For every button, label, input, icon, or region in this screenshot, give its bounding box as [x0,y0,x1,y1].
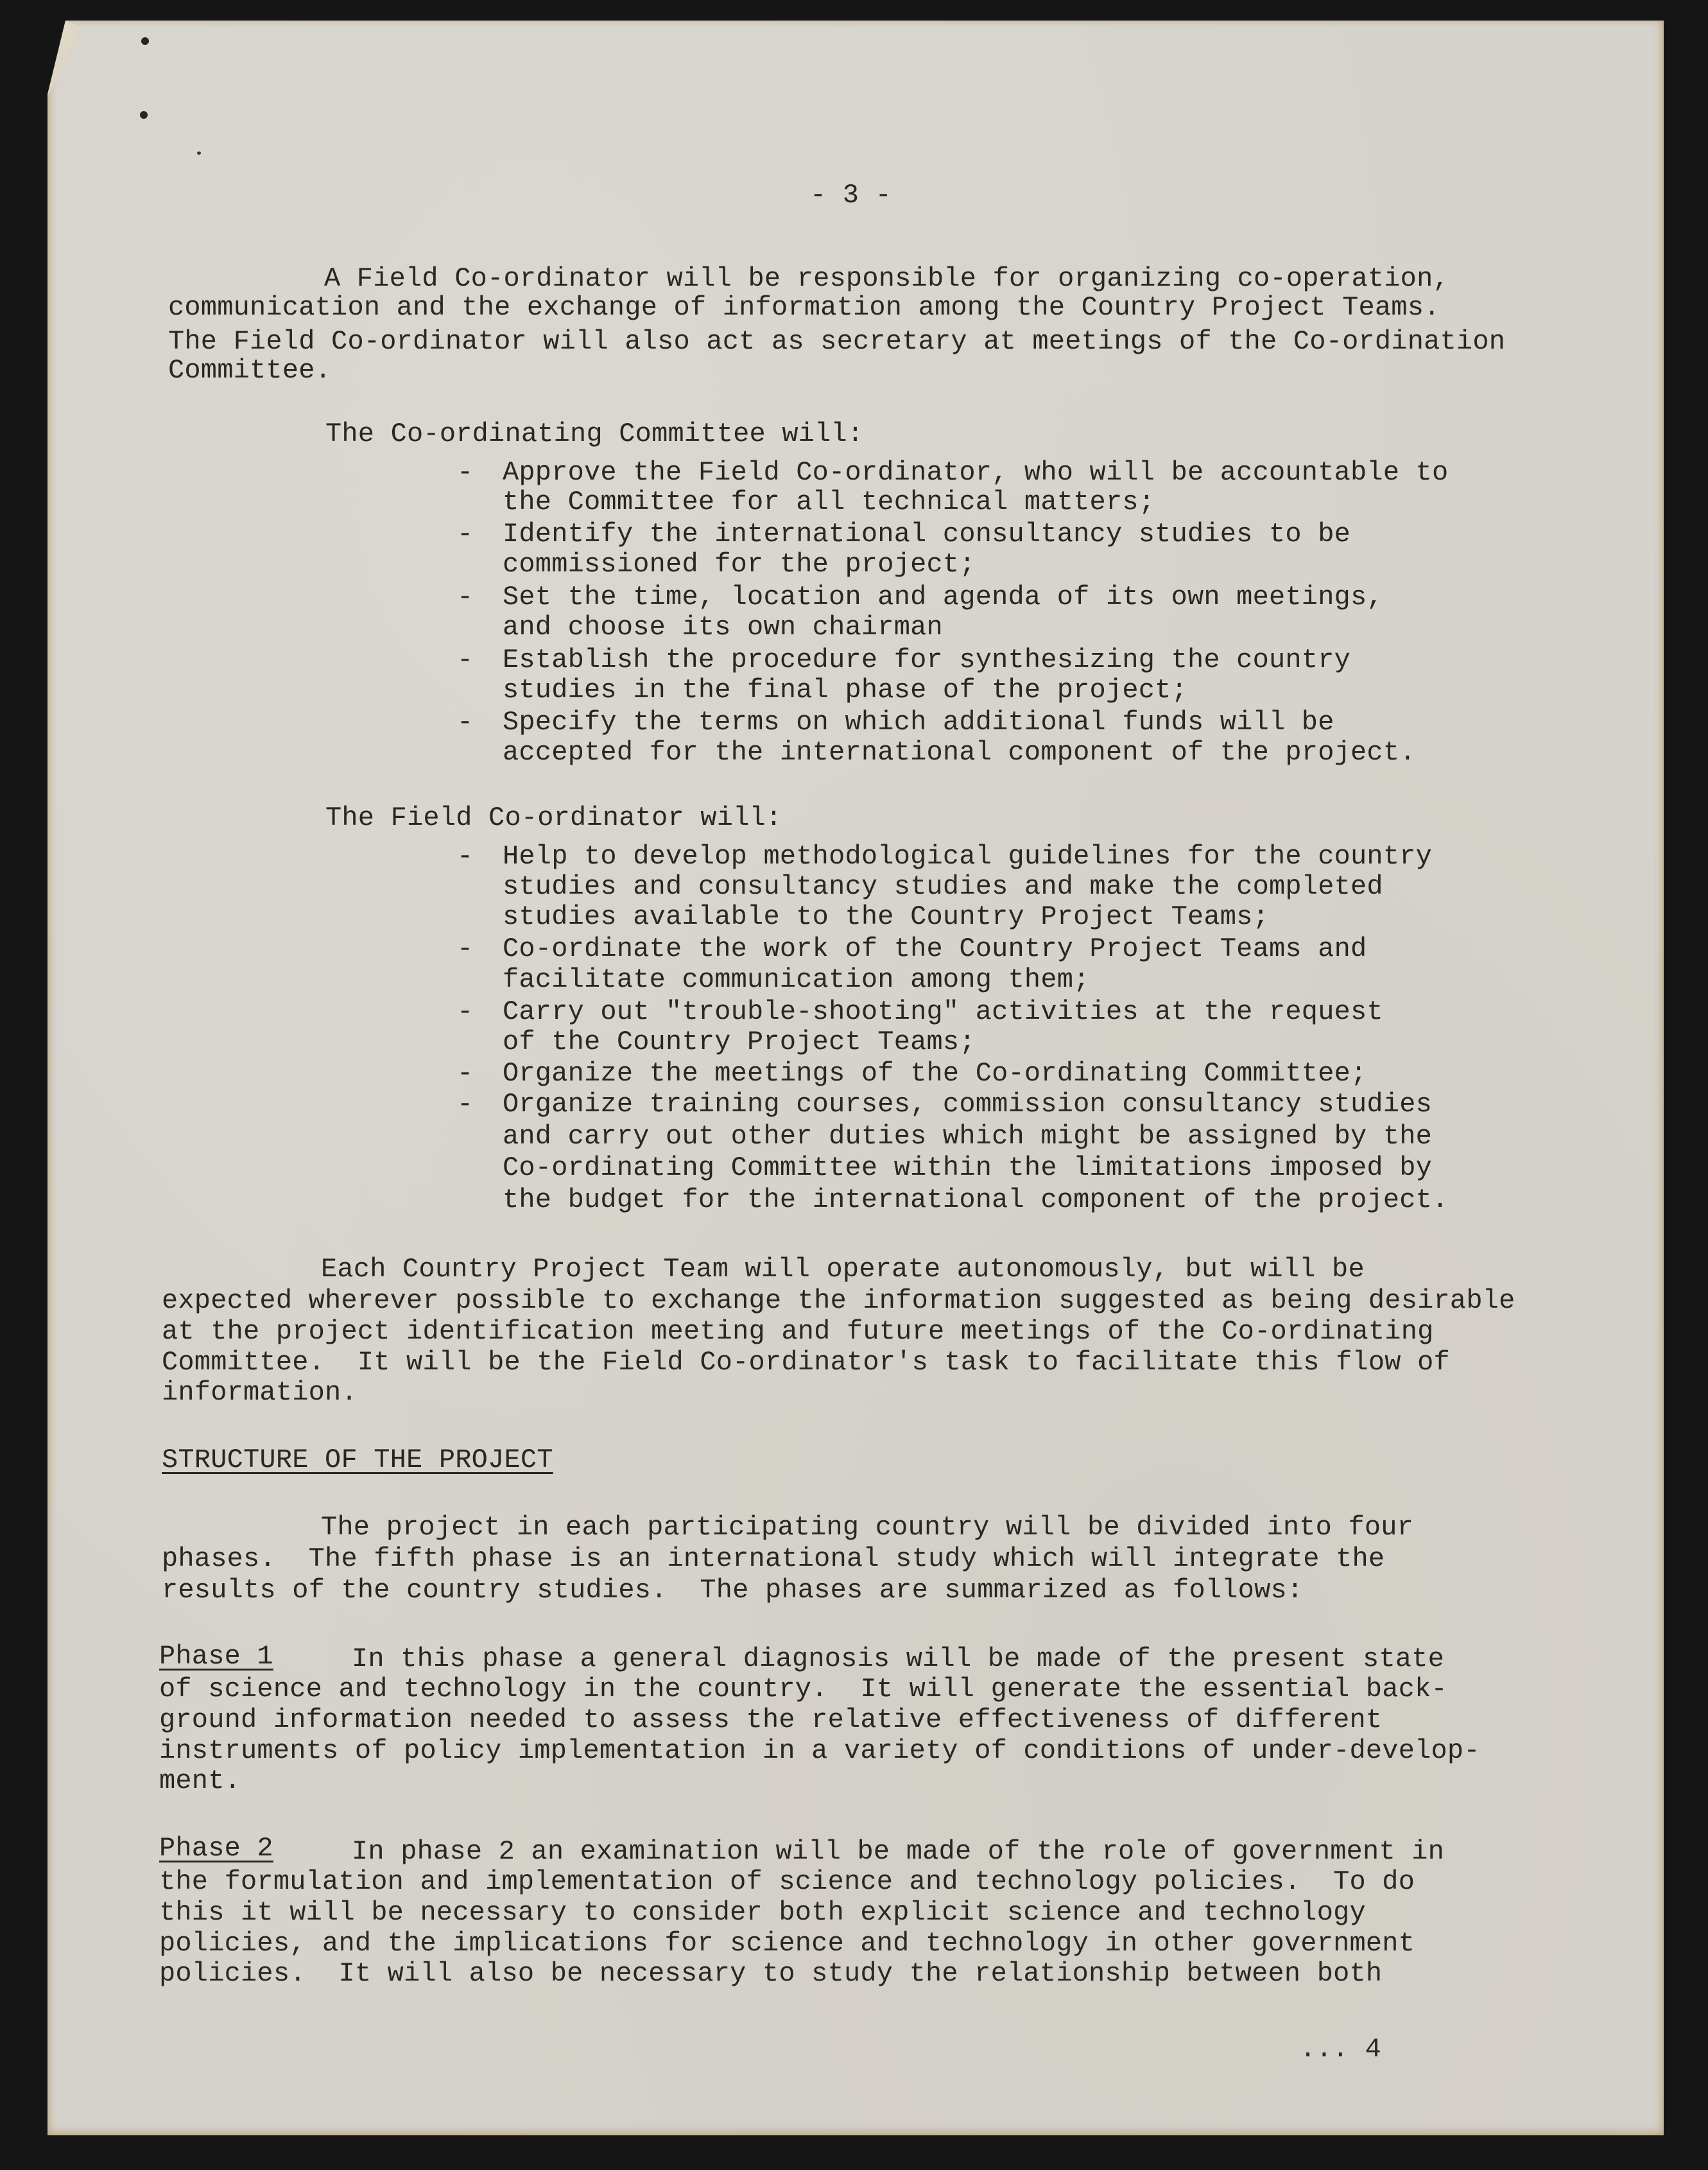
phase-label: Phase 2 [159,1833,273,1864]
list-item-line: Establish the procedure for synthesizing the country [503,645,1351,675]
list-item-line: of the Country Project Teams; [503,1027,976,1057]
text-line: ment. [159,1766,241,1796]
list-item-line: the budget for the international component of the project. [503,1185,1449,1215]
list-item-line: and carry out other duties which might be assigned by the [503,1121,1433,1152]
list-item-line: Approve the Field Co-ordinator, who will be accountable to [503,457,1449,488]
list-item-line: Help to develop methodological guidelines for the country [503,841,1433,872]
list-item-line: Organize training courses, commission consultancy studies [503,1089,1433,1120]
section-heading: The Field Co-ordinator will: [325,803,782,833]
bullet-dash: - [457,582,474,612]
list-item-line: Co-ordinate the work of the Country Project Teams and [503,933,1367,964]
list-item-line: and choose its own chairman [503,612,943,643]
list-item-line: facilitate communication among them; [503,964,1090,995]
list-item-line: Set the time, location and agenda of its own meetings, [503,582,1383,612]
bullet-dash: - [457,707,474,738]
punch-hole [140,111,148,119]
text-line: Committee. It will be the Field Co-ordinator's task to facilitate this flow of [162,1347,1450,1378]
text-line: expected wherever possible to exchange the information suggested as being desirable [162,1285,1515,1316]
text-line: A Field Co-ordinator will be responsible for organizing co-operation, [324,263,1449,294]
text-line: policies. It will also be necessary to study the relationship between both [159,1958,1383,1989]
phase-label: Phase 1 [159,1641,273,1672]
bullet-dash: - [457,1089,474,1120]
continuation-marker: ... 4 [1300,2034,1382,2065]
text-line: this it will be necessary to consider both explicit science and technology [159,1897,1366,1928]
text-line: results of the country studies. The phases are summarized as follows: [162,1575,1304,1606]
text-line: instruments of policy implementation in a variety of conditions of under-develop- [159,1735,1480,1766]
text-line: of science and technology in the country. It will generate the essential back- [159,1674,1447,1705]
list-item-line: Co-ordinating Committee within the limitations imposed by [503,1152,1433,1183]
section-title: STRUCTURE OF THE PROJECT [162,1445,553,1475]
ink-speck [197,152,201,155]
list-item-line: Identify the international consultancy studies to be [503,519,1351,550]
text-line: information. [162,1377,358,1408]
bullet-dash: - [457,933,474,964]
list-item-line: commissioned for the project; [503,549,976,580]
list-item-line: Specify the terms on which additional funds will be [503,707,1334,738]
bullet-dash: - [457,996,474,1027]
text-line: phases. The fifth phase is an international study which will integrate the [162,1543,1385,1574]
text-line: at the project identification meeting and future meetings of the Co-ordinating [162,1316,1434,1347]
text-line: the formulation and implementation of science and technology policies. To do [159,1866,1415,1897]
bullet-dash: - [457,1058,474,1089]
list-item-line: accepted for the international component of the project. [503,737,1416,768]
text-line: communication and the exchange of information among the Country Project Teams. [168,292,1440,323]
text-line: In this phase a general diagnosis will be made of the present state [352,1644,1445,1674]
text-line: The project in each participating country will be divided into four [321,1512,1414,1543]
list-item-line: studies and consultancy studies and make the completed [503,871,1383,902]
text-line: policies, and the implications for science and technology in other government [159,1928,1415,1959]
list-item-line: studies in the final phase of the project; [503,675,1187,706]
text-line: In phase 2 an examination will be made of the role of government in [352,1836,1445,1867]
list-item-line: studies available to the Country Project Teams; [503,901,1269,932]
text-line: ground information needed to assess the relative effectiveness of different [159,1705,1383,1735]
text-line: Committee. [168,355,332,386]
bullet-dash: - [457,457,474,488]
bullet-dash: - [457,645,474,675]
page-number: - 3 - [810,180,892,211]
text-line: The Field Co-ordinator will also act as secretary at meetings of the Co-ordination [168,326,1506,357]
list-item-line: the Committee for all technical matters; [503,487,1155,517]
bullet-dash: - [457,841,474,872]
list-item-line: Organize the meetings of the Co-ordinating Committee; [503,1058,1367,1089]
bullet-dash: - [457,519,474,550]
list-item-line: Carry out "trouble-shooting" activities at the request [503,996,1383,1027]
punch-hole [141,37,149,45]
section-heading: The Co-ordinating Committee will: [325,419,864,449]
text-line: Each Country Project Team will operate autonomously, but will be [321,1254,1365,1285]
